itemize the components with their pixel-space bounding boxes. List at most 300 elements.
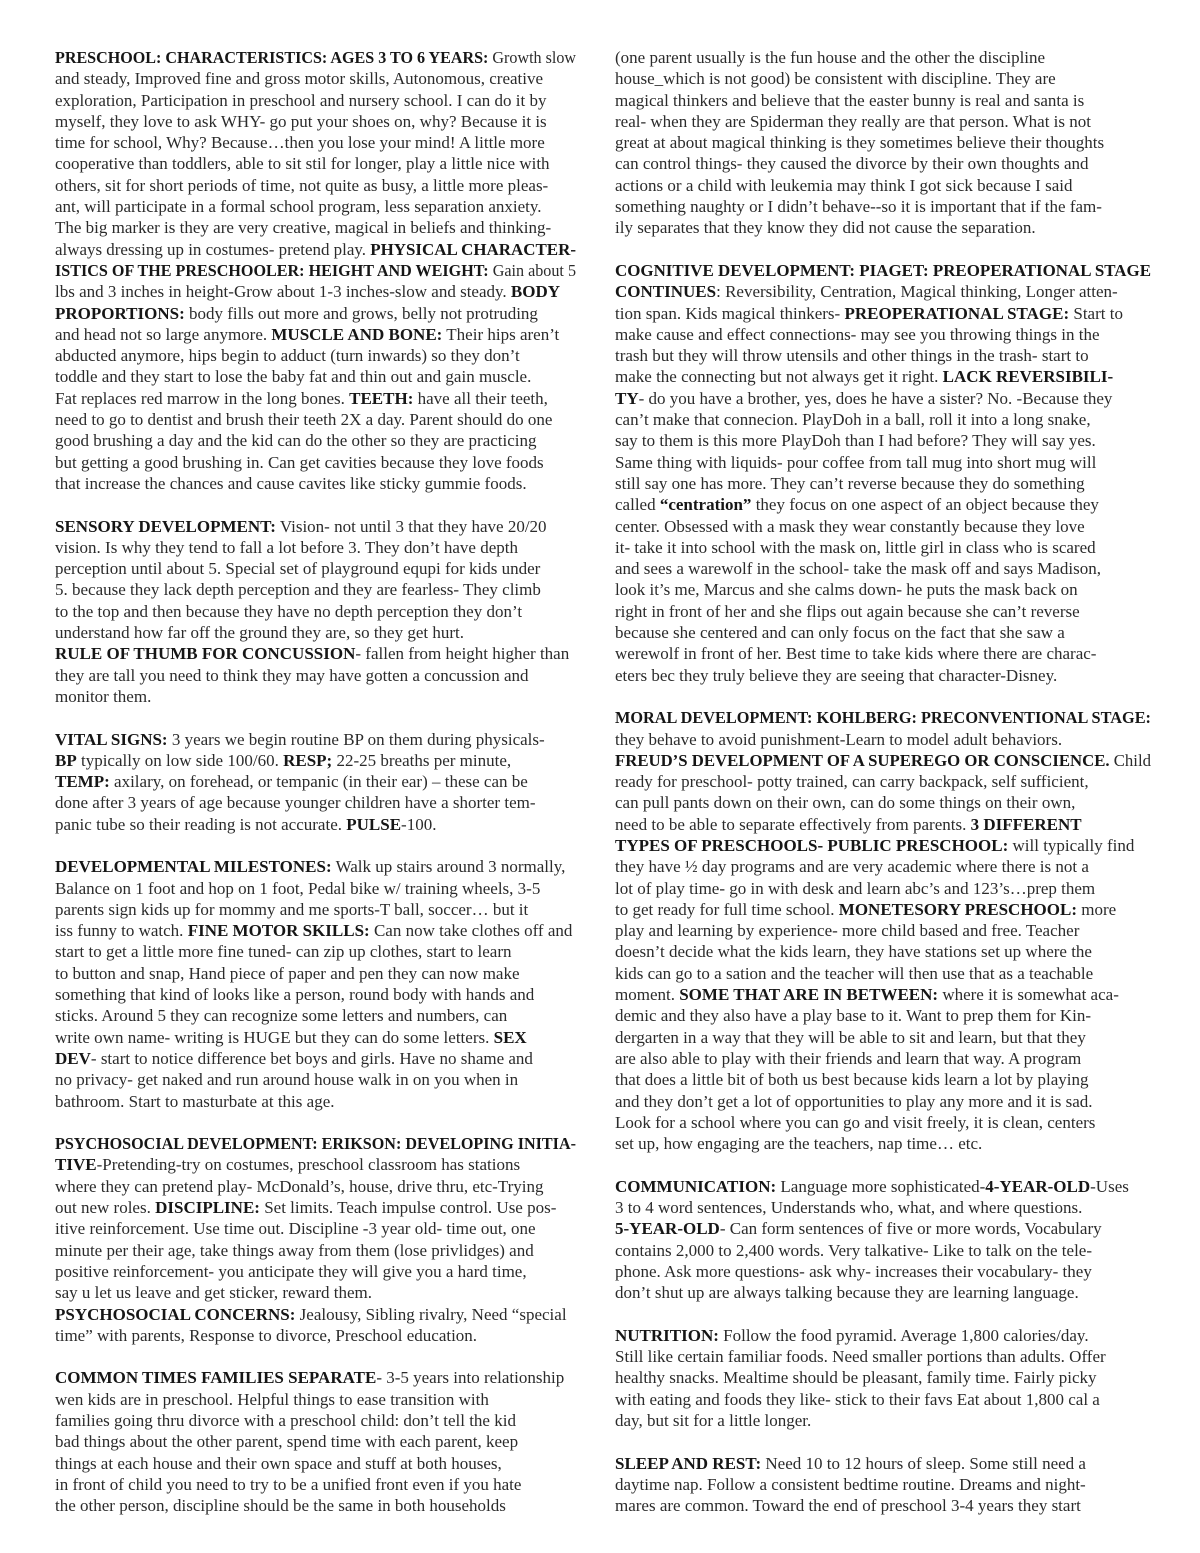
- text-run: that does a little bit of both us best because kids learn a lot by playing: [615, 1070, 1089, 1090]
- text-run: it- take it into school with the mask on, little girl in class who is scared: [615, 537, 1096, 557]
- text-line: [615, 984, 1119, 1005]
- text-line: [615, 643, 1096, 664]
- text-run: ily separates that they know they did not cause the separation.: [615, 218, 1036, 238]
- text-line: [615, 1410, 811, 1431]
- text-line: [615, 409, 1091, 430]
- text-line: [55, 239, 576, 260]
- text-run: no privacy- get naked and run around house walk in on you when in: [55, 1070, 519, 1090]
- text-line: [55, 1176, 543, 1197]
- text-line: [615, 1197, 1082, 1218]
- heading-run: DEV: [55, 1048, 91, 1068]
- text-line: [55, 260, 576, 281]
- heading-run: DEVELOPMENTAL MILESTONES:: [55, 857, 332, 877]
- text-run: sticks. Around 5 they can recognize some letters and numbers, can: [55, 1006, 508, 1026]
- text-run: demic and they also have a play base to it. Want to prep them for Kin-: [615, 1006, 1092, 1026]
- text-line: [55, 1240, 534, 1261]
- text-run: Their hips aren’t: [442, 324, 560, 344]
- text-line: [55, 1282, 372, 1303]
- text-run: in front of child you need to try to be a unified front even if you hate: [55, 1474, 522, 1494]
- text-line: [55, 452, 544, 473]
- heading-run: 3 DIFFERENT: [970, 814, 1082, 834]
- text-line: [615, 899, 1116, 920]
- text-run: Fat replaces red marrow in the long bones.: [55, 388, 350, 408]
- text-line: [615, 345, 1089, 366]
- text-run: Need 10 to 12 hours of sleep. Some still need a: [761, 1453, 1086, 1473]
- text-line: [55, 388, 548, 409]
- text-line: [615, 856, 1089, 877]
- text-run: : Reversibility, Centration, Magical thinking, Longer atten-: [716, 282, 1118, 302]
- section-psychosocial-development-erikson-developing-initia: [55, 1133, 576, 1346]
- text-run: where they can pretend play- McDonald’s, house, drive thru, etc-Trying: [55, 1176, 544, 1196]
- text-run: the other person, discipline should be the same in both households: [55, 1496, 506, 1516]
- heading-run: PRESCHOOL: CHARACTERISTICS: AGES 3 TO 6 YEARS:: [55, 48, 489, 67]
- text-line: [55, 1005, 507, 1026]
- text-line: [55, 686, 151, 707]
- text-run: are also able to play with their friends and learn that way. A program: [615, 1048, 1082, 1068]
- text-line: [55, 1091, 335, 1112]
- text-run: good brushing a day and the kid can do the other so they are practicing: [55, 431, 537, 451]
- text-run: Same thing with liquids- pour coffee from tall mug into short mug will: [615, 452, 1097, 472]
- text-run: (one parent usually is the fun house and the other the discipline: [615, 48, 1046, 67]
- text-line: [55, 665, 529, 686]
- text-run: need to go to dentist and brush their teeth 2X a day. Parent should do one: [55, 410, 553, 430]
- heading-run: PHYSICAL CHARACTER-: [370, 239, 576, 259]
- text-run: because she centered and can only focus on the fact that she saw a: [615, 623, 1065, 643]
- heading-run: RULE OF THUMB FOR CONCUSSION: [55, 644, 356, 664]
- text-line: [615, 1112, 1095, 1133]
- text-line: [615, 1282, 1079, 1303]
- text-run: dergarten in a way that they will be able to sit and learn, but that they: [615, 1027, 1086, 1047]
- text-run: 22-25 breaths per minute,: [332, 750, 512, 770]
- heading-run: MUSCLE AND BONE:: [271, 324, 443, 344]
- text-run: Vision- not until 3 that they have 20/20: [275, 516, 547, 536]
- text-run: exploration, Participation in preschool and nursery school. I can do it by: [55, 90, 547, 110]
- text-run: Growth slow: [488, 48, 576, 67]
- text-run: set up, how engaging are the teachers, nap time… etc.: [615, 1134, 983, 1154]
- text-run: look it’s me, Marcus and she calms down- he puts the mask back on: [615, 580, 1078, 600]
- section-cognitive-development-piaget-preoperational-stage: [615, 260, 1151, 686]
- text-run: Gain about 5: [488, 260, 576, 280]
- text-run: mares are common. Toward the end of preschool 3-4 years they start: [615, 1496, 1081, 1516]
- text-line: [55, 68, 543, 89]
- text-line: [615, 1453, 1086, 1474]
- text-line: [615, 281, 1118, 302]
- text-run: The big marker is they are very creative, magical in beliefs and thinking-: [55, 218, 552, 238]
- text-line: [55, 47, 576, 68]
- text-line: [55, 1304, 567, 1325]
- heading-run: NUTRITION:: [615, 1325, 719, 1345]
- text-run: Can now take clothes off and: [369, 921, 573, 941]
- text-line: [615, 1005, 1091, 1026]
- text-run: and head not so large anymore.: [55, 324, 272, 344]
- section-sensory-development: [55, 516, 576, 708]
- text-run: and steady, Improved fine and gross motor skills, Autonomous, creative: [55, 69, 544, 89]
- text-run: say u let us leave and get sticker, reward them.: [55, 1283, 373, 1303]
- text-line: [615, 1389, 1100, 1410]
- text-run: bad things about the other parent, spend time with each parent, keep: [55, 1432, 519, 1452]
- text-line: [615, 729, 1062, 750]
- text-line: [55, 1048, 533, 1069]
- section-communication: [615, 1176, 1151, 1304]
- text-run: -100.: [401, 814, 437, 834]
- text-run: don’t shut up are always talking because they are learning language.: [615, 1283, 1079, 1303]
- text-line: [55, 899, 528, 920]
- text-run: called: [615, 495, 660, 515]
- text-line: [55, 1027, 527, 1048]
- text-line: [615, 430, 1096, 451]
- heading-run: SEX: [493, 1027, 527, 1047]
- text-line: [615, 622, 1065, 643]
- text-run: they have ½ day programs and are very academic where there is not a: [615, 857, 1089, 877]
- text-line: [615, 665, 1057, 686]
- text-line: [615, 90, 1084, 111]
- text-line: [55, 601, 522, 622]
- text-line: [615, 1261, 1092, 1282]
- text-run: with eating and foods they like- stick to their favs Eat about 1,800 cal a: [615, 1389, 1100, 1409]
- text-run: perception until about 5. Special set of playground equpi for kids under: [55, 559, 541, 579]
- text-run: cooperative than toddlers, able to sit stil for longer, play a little nice with: [55, 154, 550, 174]
- text-run: iss funny to watch.: [55, 921, 188, 941]
- heading-run: TEMP:: [55, 772, 110, 792]
- text-line: [55, 366, 531, 387]
- text-line: [55, 217, 551, 238]
- text-run: real- when they are Spiderman they really are that person. What is not: [615, 111, 1091, 131]
- text-run: things at each house and their own space and stuff at both houses,: [55, 1453, 502, 1473]
- text-line: [55, 409, 552, 430]
- text-run: minute per their age, take things away from them (lose privlidges) and: [55, 1240, 534, 1260]
- text-line: [55, 303, 538, 324]
- text-line: [615, 771, 1089, 792]
- text-run: contains 2,000 to 2,400 words. Very talkative- Like to talk on the tele-: [615, 1240, 1092, 1260]
- text-line: [55, 920, 572, 941]
- text-run: 3 years we begin routine BP on them during physicals-: [167, 729, 545, 749]
- section-sleep-and-rest: [615, 1453, 1151, 1517]
- text-run: body fills out more and grows, belly not protruding: [184, 303, 538, 323]
- text-line: [55, 856, 565, 877]
- text-line: [615, 473, 1085, 494]
- text-line: [615, 1133, 982, 1154]
- text-line: [615, 217, 1036, 238]
- heading-run: FREUD’S DEVELOPMENT OF A SUPEREGO OR CONSCIENCE.: [615, 750, 1110, 770]
- text-line: [615, 153, 1089, 174]
- text-run: - start to notice difference bet boys and girls. Have no shame and: [90, 1048, 533, 1068]
- section-preschool-characteristics-ages-3-to-6-years: [55, 47, 576, 494]
- text-line: [615, 47, 1045, 68]
- text-line: [615, 963, 1093, 984]
- text-run: vision. Is why they tend to fall a lot before 3. They don’t have depth: [55, 537, 518, 557]
- text-line: [55, 175, 548, 196]
- heading-run: LACK REVERSIBILI-: [942, 367, 1114, 387]
- text-line: [55, 196, 542, 217]
- heading-run: “centration”: [659, 495, 752, 515]
- text-run: great at about magical thinking is they sometimes believe their thoughts: [615, 133, 1105, 153]
- heading-run: BODY: [510, 282, 561, 302]
- heading-run: DISCIPLINE:: [155, 1198, 260, 1218]
- text-line: [55, 537, 518, 558]
- text-line: [615, 1240, 1092, 1261]
- text-line: [55, 90, 546, 111]
- text-run: itive reinforcement. Use time out. Discipline -3 year old- time out, one: [55, 1219, 536, 1239]
- text-run: - fallen from height higher than: [355, 644, 570, 664]
- text-line: [615, 601, 1080, 622]
- text-run: Child: [1109, 750, 1151, 770]
- heading-run: SENSORY DEVELOPMENT:: [55, 516, 276, 536]
- text-run: out new roles.: [55, 1198, 156, 1218]
- heading-run: TYPES OF PRESCHOOLS- PUBLIC PRESCHOOL:: [615, 835, 1009, 855]
- text-run: make cause and effect connections- may see you throwing things in the: [615, 324, 1100, 344]
- text-run: they are tall you need to think they may have gotten a concussion and: [55, 665, 529, 685]
- right-column: [615, 47, 1151, 1537]
- text-run: need to be able to separate effectively from parents.: [615, 814, 971, 834]
- text-line: [55, 941, 512, 962]
- text-line: [55, 430, 537, 451]
- text-line: [55, 132, 545, 153]
- section-continuation: [615, 47, 1151, 239]
- heading-run: COGNITIVE DEVELOPMENT: PIAGET: PREOPERATIONAL STAGE: [615, 260, 1151, 280]
- text-run: Language more sophisticated-: [776, 1176, 986, 1196]
- text-run: typically on low side 100/60.: [76, 750, 284, 770]
- text-run: kids can go to a sation and the teacher will then use that as a teachable: [615, 963, 1094, 983]
- text-line: [55, 1410, 516, 1431]
- text-line: [615, 750, 1151, 771]
- text-line: [55, 878, 540, 899]
- text-run: time” with parents, Response to divorce, Preschool education.: [55, 1325, 478, 1345]
- text-run: and sees a warewolf in the school- take the mask off and says Madison,: [615, 559, 1101, 579]
- section-nutrition: [615, 1325, 1151, 1431]
- text-run: moment.: [615, 985, 680, 1005]
- text-line: [55, 1367, 564, 1388]
- text-run: trash but they will throw utensils and other things in the trash- start to: [615, 346, 1089, 366]
- text-run: monitor them.: [55, 686, 152, 706]
- text-run: 5. because they lack depth perception and they are fearless- They climb: [55, 580, 541, 600]
- heading-run: PSYCHOSOCIAL DEVELOPMENT: ERIKSON: DEVELOPING INITIA-: [55, 1134, 576, 1154]
- heading-run: FINE MOTOR SKILLS:: [187, 921, 370, 941]
- heading-run: PSYCHOSOCIAL CONCERNS:: [55, 1304, 296, 1324]
- text-run: phone. Ask more questions- ask why- increases their vocabulary- they: [615, 1261, 1092, 1281]
- text-run: can’t make that connecion. PlayDoh in a ball, roll it into a long snake,: [615, 410, 1091, 430]
- text-line: [55, 111, 547, 132]
- text-run: to get ready for full time school.: [615, 899, 839, 919]
- text-line: [615, 68, 1056, 89]
- section-developmental-milestones: [55, 856, 576, 1112]
- text-line: [615, 303, 1123, 324]
- text-line: [55, 771, 528, 792]
- text-line: [615, 111, 1091, 132]
- text-run: ant, will participate in a formal school program, less separation anxiety.: [55, 197, 542, 217]
- text-run: Look for a school where you can go and visit freely, it is clean, centers: [615, 1112, 1096, 1132]
- heading-run: ISTICS OF THE PRESCHOOLER: HEIGHT AND WEIGHT:: [55, 260, 489, 280]
- heading-run: SLEEP AND REST:: [615, 1453, 762, 1473]
- text-line: [615, 579, 1078, 600]
- text-run: they behave to avoid punishment-Learn to model adult behaviors.: [615, 729, 1063, 749]
- text-run: - 3-5 years into relationship: [376, 1368, 565, 1388]
- text-run: others, sit for short periods of time, not quite as busy, a little more pleas-: [55, 175, 549, 195]
- text-line: [615, 1325, 1089, 1346]
- heading-run: COMMON TIMES FAMILIES SEPARATE: [55, 1368, 377, 1388]
- text-line: [615, 558, 1101, 579]
- text-line: [615, 1091, 1093, 1112]
- text-run: werewolf in front of her. Best time to take kids where there are charac-: [615, 644, 1097, 664]
- heading-run: SOME THAT ARE IN BETWEEN:: [679, 985, 939, 1005]
- text-line: [615, 707, 1151, 728]
- text-line: [55, 1325, 477, 1346]
- text-run: Follow the food pyramid. Average 1,800 calories/day.: [718, 1325, 1089, 1345]
- heading-run: VITAL SIGNS:: [55, 729, 168, 749]
- text-run: axilary, on forehead, or tempanic (in their ear) – these can be: [109, 772, 528, 792]
- text-run: that increase the chances and cause cavites like sticky gummie foods.: [55, 473, 527, 493]
- text-line: [55, 814, 436, 835]
- text-run: still say one has more. They can’t reverse because they do something: [615, 473, 1085, 493]
- text-line: [55, 984, 534, 1005]
- text-line: [615, 494, 1099, 515]
- text-line: [615, 920, 1079, 941]
- text-run: myself, they love to ask WHY- go put your shoes on, why? Because it is: [55, 111, 547, 131]
- text-line: [55, 1389, 489, 1410]
- text-run: time for school, Why? Because…then you lose your mind! A little more: [55, 133, 545, 153]
- text-line: [615, 941, 1092, 962]
- text-run: can control things- they caused the divorce by their own thoughts and: [615, 154, 1089, 174]
- text-line: [615, 516, 1085, 537]
- text-run: wen kids are in preschool. Helpful things to ease transition with: [55, 1389, 489, 1409]
- text-run: bathroom. Start to masturbate at this age.: [55, 1091, 335, 1111]
- text-run: eters bec they truly believe they are seeing that character-Disney.: [615, 665, 1058, 685]
- text-run: they focus on one aspect of an object because they: [751, 495, 1099, 515]
- heading-run: TIVE: [55, 1155, 97, 1175]
- heading-run: COMMUNICATION:: [615, 1176, 777, 1196]
- text-line: [55, 1218, 536, 1239]
- text-line: [55, 579, 541, 600]
- text-run: ready for preschool- potty trained, can carry backpack, self sufficient,: [615, 772, 1089, 792]
- text-line: [55, 153, 550, 174]
- text-line: [615, 1027, 1086, 1048]
- text-line: [55, 558, 540, 579]
- text-run: Jealousy, Sibling rivalry, Need “special: [295, 1304, 567, 1324]
- text-run: start to get a little more fine tuned- can zip up clothes, start to learn: [55, 942, 512, 962]
- text-run: tion span. Kids magical thinkers-: [615, 303, 845, 323]
- text-run: more: [1077, 899, 1117, 919]
- heading-run: PREOPERATIONAL STAGE:: [844, 303, 1070, 323]
- text-line: [615, 1495, 1081, 1516]
- text-line: [615, 1474, 1086, 1495]
- text-line: [55, 1197, 556, 1218]
- text-line: [615, 324, 1100, 345]
- text-line: [615, 452, 1096, 473]
- text-run: something naughty or I didn’t behave--so it is important that if the fam-: [615, 197, 1102, 217]
- text-run: Set limits. Teach impulse control. Use pos-: [259, 1198, 557, 1218]
- text-run: but getting a good brushing in. Can get cavities because they love foods: [55, 452, 544, 472]
- text-line: [615, 260, 1151, 281]
- text-line: [615, 1048, 1081, 1069]
- text-line: [55, 792, 536, 813]
- text-run: families going thru divorce with a preschool child: don’t tell the kid: [55, 1411, 516, 1430]
- text-run: say to them is this more PlayDoh than I had before? They will say yes.: [615, 431, 1096, 451]
- section-common-times-families-separate: [55, 1367, 576, 1516]
- heading-run: TEETH:: [349, 388, 414, 408]
- text-run: to button and snap, Hand piece of paper and pen they can now make: [55, 963, 520, 983]
- text-line: [615, 835, 1134, 856]
- text-line: [55, 1453, 502, 1474]
- text-run: center. Obsessed with a mask they wear constantly because they love: [615, 516, 1085, 536]
- text-run: -Pretending-try on costumes, preschool classroom has stations: [96, 1155, 521, 1175]
- text-run: actions or a child with leukemia may think I got sick because I said: [615, 175, 1073, 195]
- text-run: abducted anymore, hips begin to adduct (turn inwards) so they don’t: [55, 346, 520, 366]
- text-run: day, but sit for a little longer.: [615, 1411, 812, 1430]
- text-line: [55, 622, 464, 643]
- text-run: write own name- writing is HUGE but they can do some letters.: [55, 1027, 494, 1047]
- text-line: [55, 1261, 527, 1282]
- text-run: and they don’t get a lot of opportunities to play any more and it is sad.: [615, 1091, 1093, 1111]
- heading-run: MONETESORY PRESCHOOL:: [838, 899, 1077, 919]
- text-run: always dressing up in costumes- pretend play.: [55, 239, 371, 259]
- text-line: [615, 1218, 1102, 1239]
- text-line: [55, 1133, 576, 1154]
- text-line: [55, 324, 559, 345]
- text-line: [55, 1431, 518, 1452]
- text-line: [55, 729, 545, 750]
- text-run: house_which is not good) be consistent with discipline. They are: [615, 69, 1056, 89]
- text-run: Start to: [1069, 303, 1123, 323]
- text-run: Walk up stairs around 3 normally,: [331, 857, 566, 877]
- text-run: will typically find: [1008, 835, 1135, 855]
- text-run: - do you have a brother, yes, does he have a sister? No. -Because they: [638, 388, 1113, 408]
- text-run: where it is somewhat aca-: [938, 985, 1119, 1005]
- heading-run: MORAL DEVELOPMENT: KOHLBERG: PRECONVENTIONAL STAGE:: [615, 708, 1151, 728]
- text-run: parents sign kids up for mommy and me sports-T ball, soccer… but it: [55, 899, 529, 919]
- text-run: magical thinkers and believe that the easter bunny is real and santa is: [615, 90, 1085, 110]
- text-run: right in front of her and she flips out again because she can’t reverse: [615, 601, 1080, 621]
- text-run: positive reinforcement- you anticipate they will give you a hard time,: [55, 1261, 527, 1281]
- heading-run: PULSE: [346, 814, 402, 834]
- text-run: understand how far off the ground they are, so they get hurt.: [55, 623, 464, 643]
- section-vital-signs: [55, 729, 576, 835]
- text-run: lot of play time- go in with desk and learn abc’s and 123’s…prep them: [615, 878, 1096, 898]
- text-line: [615, 175, 1072, 196]
- heading-run: BP: [55, 750, 77, 770]
- left-column: [55, 47, 576, 1537]
- text-run: done after 3 years of age because younger children have a shorter tem-: [55, 793, 536, 813]
- text-run: lbs and 3 inches in height-Grow about 1-3 inches-slow and steady.: [55, 282, 511, 302]
- text-run: make the connecting but not always get it right.: [615, 367, 943, 387]
- text-run: - Can form sentences of five or more words, Vocabulary: [719, 1219, 1102, 1239]
- section-moral-development-kohlberg-preconventional-stage: [615, 707, 1151, 1154]
- text-line: [615, 1069, 1089, 1090]
- text-line: [615, 366, 1113, 387]
- text-run: -Uses: [1090, 1176, 1129, 1196]
- text-line: [615, 1346, 1106, 1367]
- text-run: toddle and they start to lose the baby fat and thin out and gain muscle.: [55, 367, 532, 387]
- text-line: [55, 750, 511, 771]
- text-run: to the top and then because they have no depth perception they don’t: [55, 601, 523, 621]
- heading-run: PROPORTIONS:: [55, 303, 185, 323]
- text-line: [55, 1069, 518, 1090]
- text-line: [55, 1154, 520, 1175]
- heading-run: 4-YEAR-OLD: [985, 1176, 1091, 1196]
- text-line: [55, 643, 569, 664]
- text-run: daytime nap. Follow a consistent bedtime routine. Dreams and night-: [615, 1474, 1086, 1494]
- text-line: [55, 963, 520, 984]
- heading-run: RESP;: [283, 750, 333, 770]
- text-run: something that kind of looks like a person, round body with hands and: [55, 985, 535, 1005]
- text-line: [55, 281, 560, 302]
- text-run: healthy snacks. Mealtime should be pleasant, family time. Fairly picky: [615, 1368, 1097, 1388]
- text-line: [55, 473, 527, 494]
- text-run: can pull pants down on their own, can do some things on their own,: [615, 793, 1076, 813]
- text-line: [55, 345, 520, 366]
- heading-run: TY: [615, 388, 639, 408]
- text-line: [615, 388, 1112, 409]
- text-line: [615, 537, 1096, 558]
- text-run: 3 to 4 word sentences, Understands who, what, and where questions.: [615, 1198, 1083, 1218]
